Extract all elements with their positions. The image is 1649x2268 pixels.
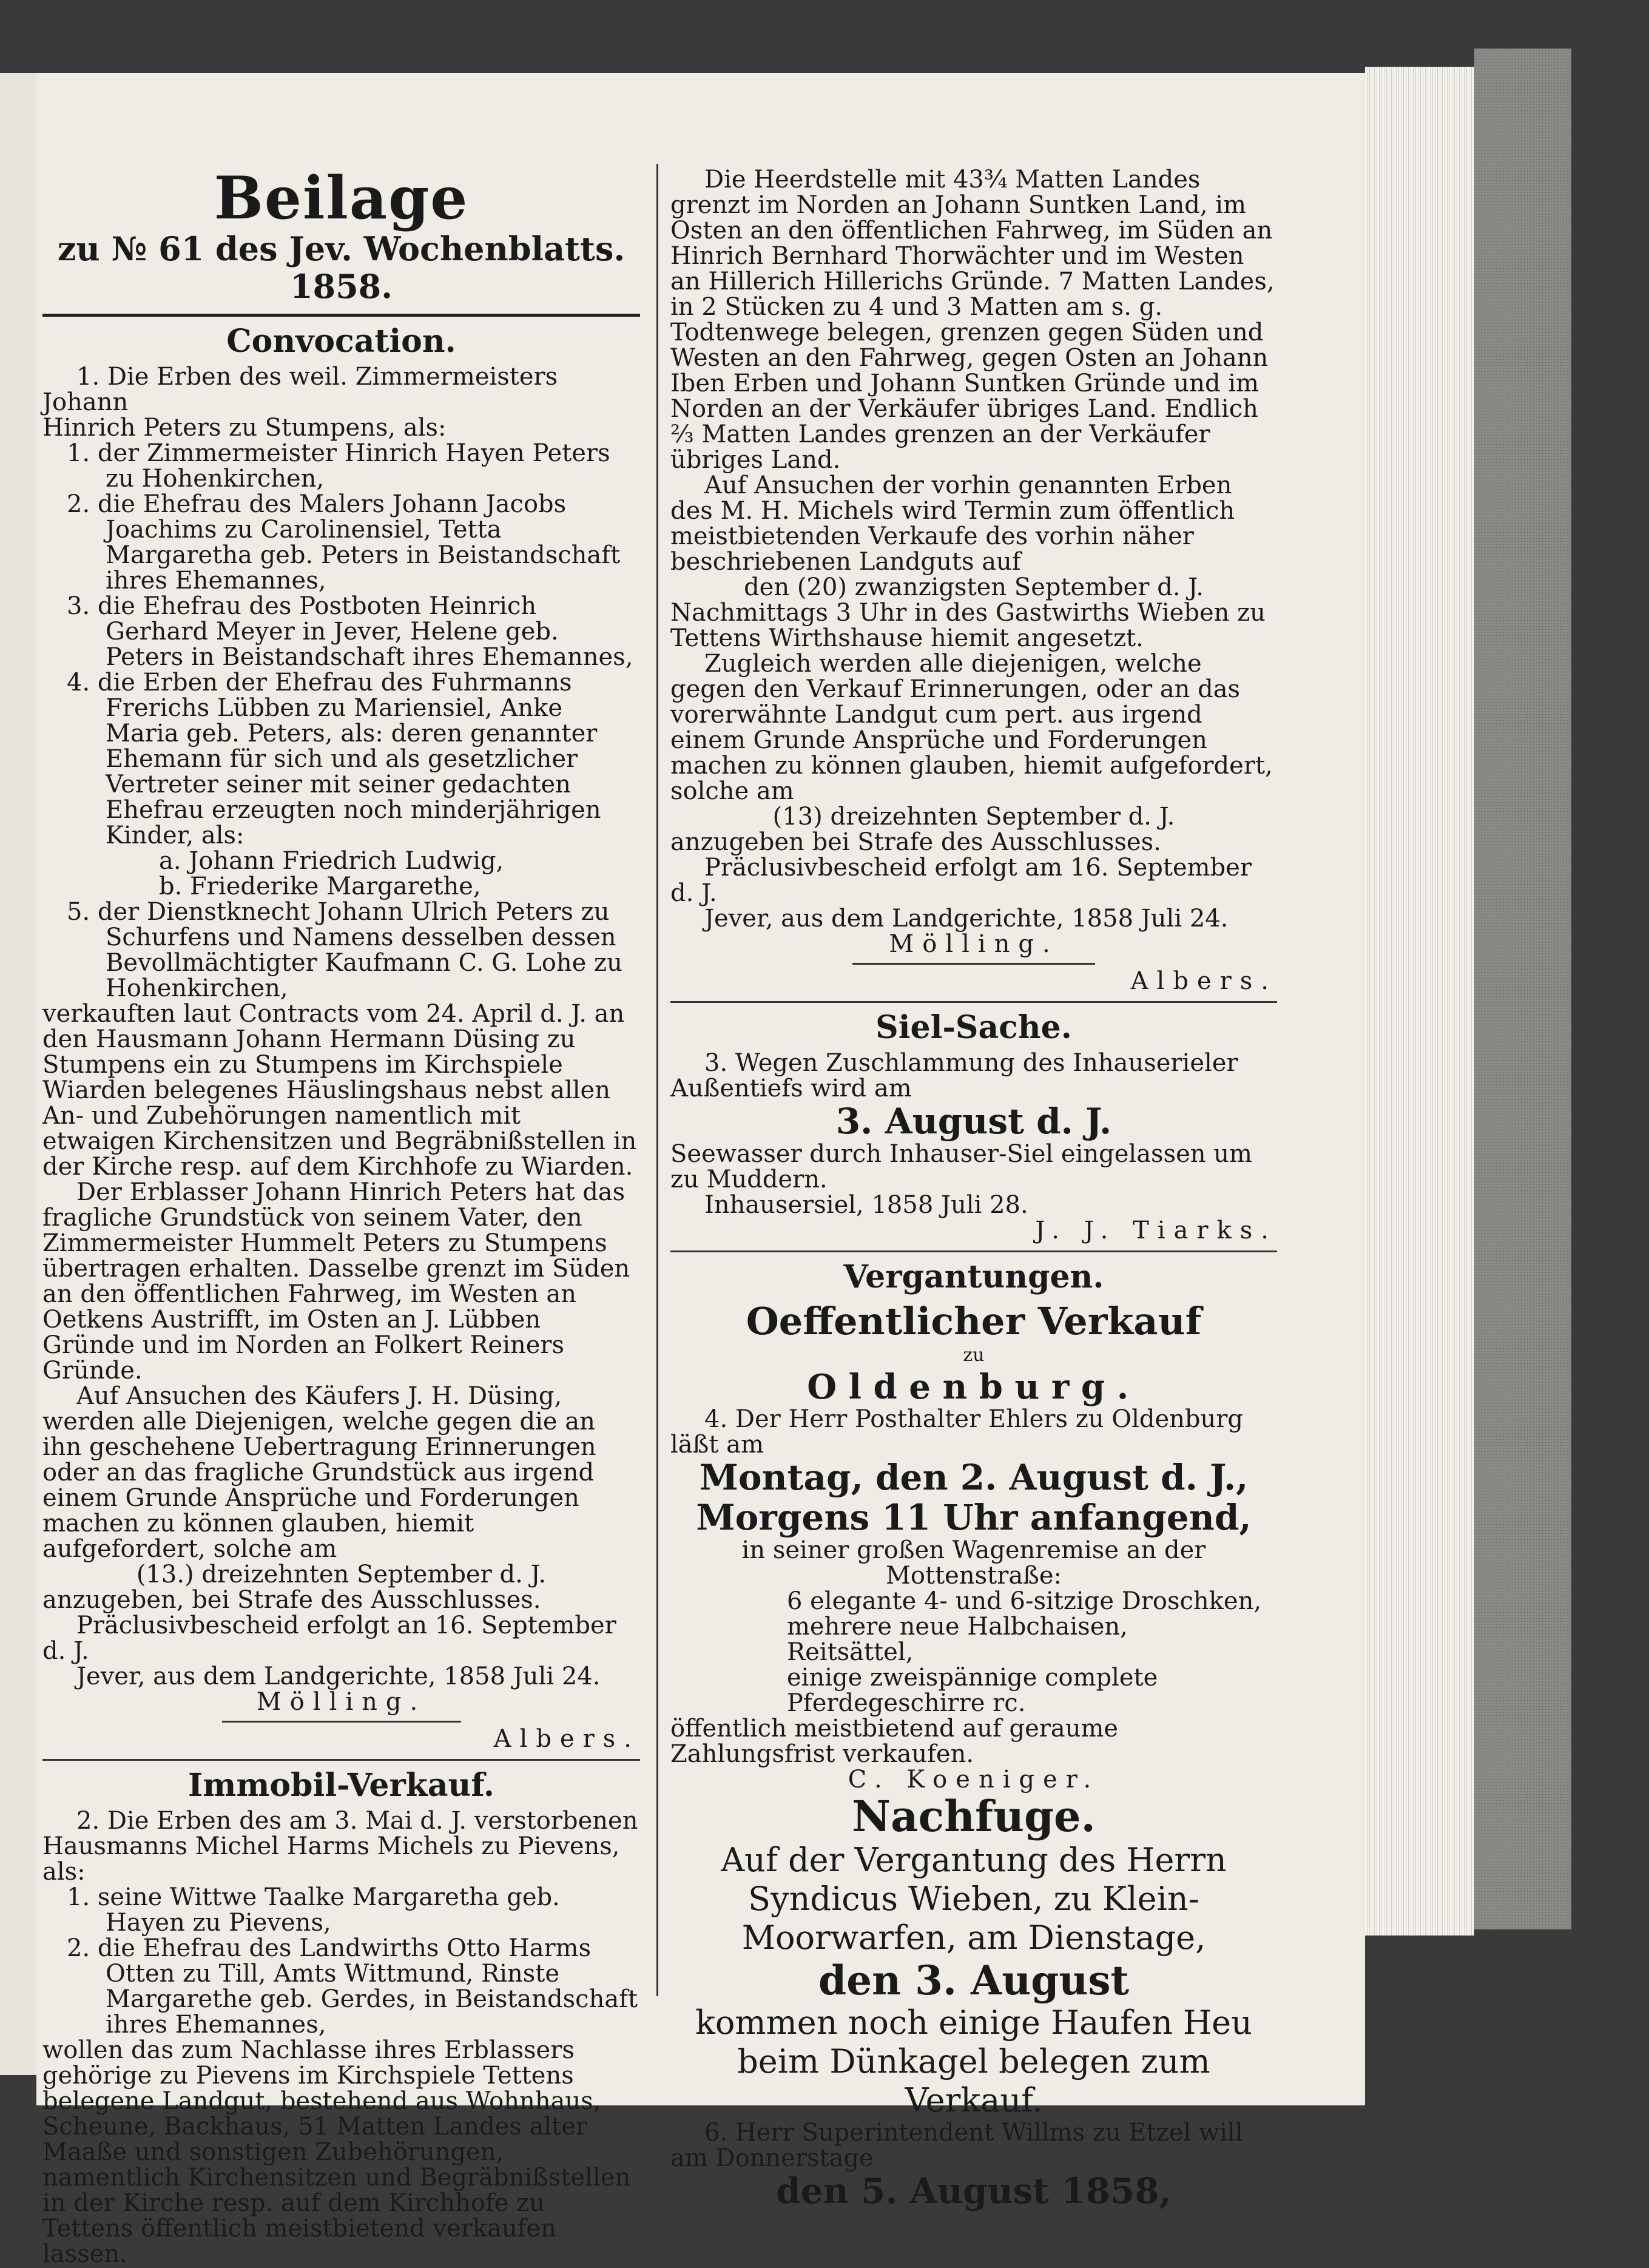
- section-rule: [42, 1759, 640, 1761]
- vergantungen-line: 4. Der Herr Posthalter Ehlers zu Oldenburg läßt am: [670, 1405, 1243, 1459]
- header-rule: [42, 314, 640, 317]
- convocation-line: 3. die Ehefrau des Postboten Heinrich Gerhard Meyer in Jever, Helene geb. Peters in Beistandschaft ihres Ehemannes,: [67, 592, 633, 671]
- section-rule: [670, 1001, 1277, 1003]
- convocation-signature: Mölling.: [256, 1688, 427, 1716]
- convocation-line: Präclusivbescheid erfolgt an 16. September d. J.: [42, 1612, 616, 1665]
- convocation-line: anzugeben, bei Strafe des Ausschlusses.: [42, 1586, 541, 1614]
- convocation-line: Hinrich Peters zu Stumpens, als:: [42, 414, 447, 442]
- nachfuge-heading: Nachfuge.: [852, 1791, 1096, 1841]
- immobil-line: 2. Die Erben des am 3. Mai d. J. verstorbenen Hausmanns Michel Harms Michels zu Pievens, als:: [42, 1807, 638, 1886]
- right-line: den (20) zwanzigsten September d. J.: [744, 573, 1204, 601]
- convocation-line: 1. Die Erben des weil. Zimmermeisters Johann: [42, 363, 558, 416]
- vergantungen-item: mehrere neue Halbchaisen,: [787, 1613, 1128, 1641]
- vergantungen-zu: zu: [963, 1345, 985, 1366]
- immobil-heading: Immobil-Verkauf.: [188, 1767, 494, 1804]
- signature-rule: [222, 1721, 461, 1723]
- convocation-line: (13.) dreizehnten September d. J.: [136, 1561, 547, 1588]
- convocation-line: Auf Ansuchen des Käufers J. H. Düsing, werden alle Diejenigen, welche gegen die an ihn geschehene Uebertragung Erinnerungen oder an das fragliche Grundstück aus irgend einem Grunde Ansprüche und Forderungen machen zu können glauben, hiemit aufgefordert, solche am: [42, 1382, 596, 1563]
- signature-rule: [852, 963, 1095, 965]
- nachfuge-date: den 3. August: [818, 1957, 1129, 2004]
- siel-line: Seewasser durch Inhauser-Siel eingelassen um zu Muddern.: [670, 1140, 1252, 1193]
- convocation-line: verkauften laut Contracts vom 24. April d. J. an den Hausmann Johann Hermann Düsing zu Stumpens ein zu Stumpens im Kirchspiele Wiarden belegenes Häuslingshaus nebst allen An- und Zubehörungen namentlich mit etwaigen Kirchensitzen und Begräbnißstellen in der Kirche resp. auf dem Kirchhofe zu Wiarden.: [42, 1000, 637, 1181]
- siel-line: Inhausersiel, 1858 Juli 28.: [704, 1191, 1028, 1219]
- vergantungen-subheading: Oeffentlicher Verkauf: [746, 1299, 1202, 1343]
- right-line: Die Heerdstelle mit 43¾ Matten Landes grenzt im Norden an Johann Suntken Land, im Osten an den öffentlichen Fahrweg, im Süden an Hinrich Bernhard Thorwächter und im Westen an Hillerich Hillerichs Gründe. 7 Matten Landes, in 2 Stücken zu 4 und 3 Matten am s. g. Todtenwege belegen, grenzen gegen Süden und Westen an den Fahrweg, gegen Osten an Johann Iben Erben und Johann Suntken Gründe und im Norden an der Verkäufer übriges Land. Endlich ⅔ Matten Landes grenzen an der Verkäufer übriges Land.: [670, 166, 1275, 474]
- vergantungen-item: Reitsättel,: [787, 1638, 914, 1666]
- vergantungen-item: 6 elegante 4- und 6-sitzige Droschken,: [787, 1587, 1262, 1615]
- convocation-line: a. Johann Friedrich Ludwig,: [159, 847, 504, 875]
- right-line: Präclusivbescheid erfolgt am 16. September d. J.: [670, 854, 1252, 907]
- page-title: Beilage: [214, 164, 469, 232]
- convocation-line: 5. der Dienstknecht Johann Ulrich Peters zu Schurfens und Namens desselben dessen Bevollmächtigter Kaufmann C. G. Lohe zu Hohenkirchen,: [67, 898, 622, 1002]
- right-line: Jever, aus dem Landgerichte, 1858 Juli 24.: [704, 905, 1229, 933]
- right-line: (13) dreizehnten September d. J.: [772, 803, 1175, 831]
- vergantungen-date: Montag, den 2. August d. J.,: [699, 1457, 1249, 1498]
- convocation-line: b. Friederike Margarethe,: [159, 872, 481, 900]
- book-page-edges: [1365, 67, 1474, 1936]
- vergantungen-line: öffentlich meistbietend auf geraume Zahlungsfrist verkaufen.: [670, 1715, 1119, 1768]
- convocation-line: Jever, aus dem Landgerichte, 1858 Juli 24.: [76, 1662, 601, 1690]
- convocation-heading: Convocation.: [226, 323, 456, 360]
- right-line: anzugeben bei Strafe des Ausschlusses.: [670, 828, 1161, 856]
- siel-heading: Siel-Sache.: [875, 1009, 1072, 1046]
- siel-signature: J. J. Tiarks.: [1035, 1217, 1277, 1244]
- right-line: Nachmittags 3 Uhr in des Gastwirths Wieben zu Tettens Wirthshause hiemit angesetzt.: [670, 599, 1266, 652]
- nachfuge-date: den 5. August 1858,: [776, 2170, 1172, 2212]
- siel-date: 3. August d. J.: [835, 1101, 1112, 1142]
- convocation-signature: Albers.: [493, 1725, 640, 1753]
- vergantungen-line: in seiner großen Wagenremise an der Mottenstraße:: [741, 1536, 1206, 1590]
- book-spine: [1474, 49, 1571, 1929]
- nachfuge-line: 6. Herr Superintendent Willms zu Etzel will am Donnerstage: [670, 2119, 1243, 2172]
- nachfuge-line: kommen noch einige Haufen Heu beim Dünkagel belegen zum Verkauf.: [695, 2003, 1252, 2119]
- right-line: Auf Ansuchen der vorhin genannten Erben des M. H. Michels wird Termin zum öffentlich meistbietenden Verkaufe des vorhin näher beschriebenen Landguts auf: [670, 471, 1235, 576]
- left-column: [42, 164, 640, 2268]
- section-rule: [670, 1250, 1277, 1252]
- convocation-line: 1. der Zimmermeister Hinrich Hayen Peters zu Hohenkirchen,: [67, 439, 610, 493]
- vergantungen-heading: Vergantungen.: [843, 1258, 1104, 1295]
- immobil-line: wollen das zum Nachlasse ihres Erblassers gehörige zu Pievens im Kirchspiele Tettens belegene Landgut, bestehend aus Wohnhaus, Scheune, Backhaus, 51 Matten Landes alter Maaße und sonstigen Zubehörungen, namentlich Kirchensitzen und Begräbnißstellen in der Kirche resp. auf dem Kirchhofe zu Tettens öffentlich meistbietend verkaufen lassen.: [42, 2036, 631, 2268]
- vergantungen-time: Morgens 11 Uhr anfangend,: [696, 1497, 1252, 1538]
- right-column: [670, 167, 1277, 2211]
- convocation-line: 4. die Erben der Ehefrau des Fuhrmanns Frerichs Lübben zu Mariensiel, Anke Maria geb. Peters, als: deren genannter Ehemann für sich und als gesetzlicher Vertreter seiner mit seiner gedachten Ehefrau erzeugten noch minderjährigen Kinder, als:: [67, 669, 601, 849]
- vergantungen-city: Oldenburg.: [807, 1367, 1141, 1407]
- book-left-edge: [0, 73, 36, 2075]
- convocation-line: 2. die Ehefrau des Malers Johann Jacobs Joachims zu Carolinensiel, Tetta Margaretha geb. Peters in Beistandschaft ihres Ehemannes,: [67, 490, 621, 595]
- convocation-line: Der Erblasser Johann Hinrich Peters hat das fragliche Grundstück von seinem Vater, den Zimmermeister Hummelt Peters zu Stumpens übertragen erhalten. Dasselbe grenzt im Süden an den öffentlichen Fahrweg, im Westen an Oetkens Austrifft, im Osten an J. Lübben Gründe und im Norden an Folkert Reiners Gründe.: [42, 1178, 630, 1385]
- right-signature: Mölling.: [889, 930, 1059, 958]
- immobil-line: 1. seine Wittwe Taalke Margaretha geb. Hayen zu Pievens,: [67, 1883, 560, 1937]
- column-divider: [656, 164, 658, 1996]
- siel-line: 3. Wegen Zuschlammung des Inhauserieler Außentiefs wird am: [670, 1049, 1238, 1102]
- vergantungen-item: einige zweispännige complete Pferdegeschirre rc.: [787, 1664, 1158, 1717]
- newspaper-page: [36, 73, 1365, 2268]
- immobil-line: 2. die Ehefrau des Landwirths Otto Harms Otten zu Till, Amts Wittmund, Rinste Margarethe geb. Gerdes, in Beistandschaft ihres Ehemannes,: [67, 1934, 638, 2039]
- vergantungen-signature: C. Koeniger.: [848, 1766, 1100, 1794]
- right-line: Zugleich werden alle diejenigen, welche gegen den Verkauf Erinnerungen, oder an das vorerwähnte Landgut cum pert. aus irgend einem Grunde Ansprüche und Forderungen machen zu können glauben, hiemit aufgefordert, solche am: [670, 650, 1273, 805]
- nachfuge-line: Auf der Vergantung des Herrn Syndicus Wieben, zu Klein-Moorwarfen, am Dienstage,: [721, 1841, 1227, 1957]
- page-subtitle: zu № 61 des Jev. Wochenblatts. 1858.: [57, 229, 626, 306]
- right-signature: Albers.: [1130, 967, 1277, 995]
